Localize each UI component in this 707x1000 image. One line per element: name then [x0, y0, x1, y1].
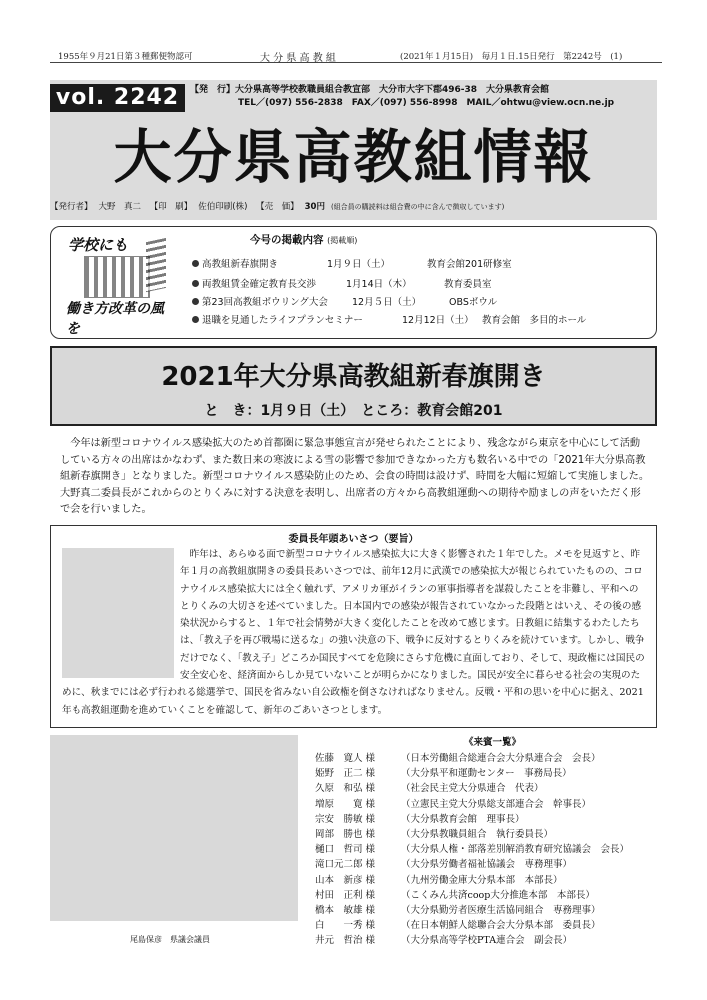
contents-item-date: 12月12日（土）: [402, 315, 474, 326]
guest-list: [315, 751, 655, 948]
guest-organization: （在日本朝鮮人総聯合会大分県本部 委員長）: [401, 920, 601, 932]
contents-title: [250, 232, 500, 247]
price-note: (組合員の購読料は組合費の中に含んで徴収しています): [330, 203, 505, 211]
guest-organization: （こくみん共済coop大分推進本部 本部長）: [401, 889, 595, 901]
contents-item-place: 教育会館201研修室: [427, 259, 512, 270]
contents-item: [192, 294, 498, 308]
bullet-icon: [192, 280, 199, 287]
guest-name: 宗安 勝敏 様: [315, 813, 376, 825]
newsletter-title: 大分県高教組情報: [113, 123, 594, 191]
bullet-icon: [192, 298, 199, 305]
org-short-name: 大 分 県 高 教 組: [260, 53, 336, 64]
guest-row: [315, 873, 655, 888]
contents-item: [192, 276, 492, 290]
issue-info: (2021年１月15日) 毎月１日.15日発行 第2242号 (1): [400, 52, 623, 62]
guest-name: 白 一秀 様: [315, 920, 376, 932]
guest-row: [315, 918, 655, 933]
contents-item-title: 退職を見通したライフプランセミナー: [202, 315, 363, 326]
guest-organization: （大分県人権・部落差別解消教育研究協議会 会長）: [401, 844, 630, 856]
guest-organization: （立憲民主党大分県総支部連合会 幹事長）: [401, 798, 592, 810]
headline-subtitle: と き：1月９日（土） ところ：教育会館201: [204, 403, 503, 419]
contents-item: [192, 312, 587, 326]
guest-organization: （大分県労働者福祉協議会 専務理事）: [401, 859, 573, 871]
printer-name: 佐伯印刷(株): [198, 202, 248, 212]
contents-item-date: 12月５日（土）: [352, 297, 422, 308]
printer-label: 【印 刷】: [149, 202, 193, 212]
headline-title: 2021年大分県高教組新春旗開き: [161, 362, 546, 392]
guest-organization: （社会民主党大分県連合 代表）: [401, 783, 544, 795]
guest-organization: （大分県教育会館 理事長）: [401, 813, 525, 825]
guest-organization: （九州労働金庫大分県本部 本部長）: [401, 874, 563, 886]
guest-row: [315, 888, 655, 903]
slogan-illustration: [62, 232, 177, 337]
contents-item-place: OBSボウル: [449, 297, 498, 308]
guest-row: [315, 751, 655, 766]
contents-item-title: 第23回高教組ボウリング大会: [202, 297, 328, 308]
guest-row: [315, 781, 655, 796]
guest-name: 久原 和弘 様: [315, 783, 376, 795]
guest-name: 滝口元二郎 様: [315, 859, 376, 871]
slogan-top: 学校にも: [68, 236, 129, 254]
greeting-body: 昨年は、あらゆる面で新型コロナウイルス感染拡大に大きく影響された１年でした。メモを見返すと、昨年１月の高教組旗開きの委員長あいさつでは、前年12月に武漢での感染拡大が報じられていたものの、コロナウイルス感染拡大には全く触れず、アメリカ軍がイランの軍事指導者を謀殺したことを非難し、平和へのとりくみの大切さを述べていました。日本国内での感染が報告されていなかった段階とはいえ、その後の感染状況からすると、１年で社会情勢が大きく変化したことを改めて感じます。日教組に結集するわたしたちは、「教え子を再び戦場に送るな」の強い決意の下、戦争に反対するとりくみを続けています。しかし、戦争だけでなく、「教え子」どころか国民すべてを危険にさらす危機に直面しており、そして、現政権には国民の安全安心を、経済面からしか見ていないことが明らかになりました。国民が安全に暮らせる社会の実現のために、秋までには必ず行われる総選挙で、国民を省みない自公政権を倒さなければなりません。反戦・平和の思いを中心に据え、2021年も高教組運動を進めていくことを確認して、新年のごあいさつとします。: [62, 549, 645, 716]
contents-item-date: 1月９日（土）: [327, 259, 391, 270]
guest-name: 佐藤 寛人 様: [315, 753, 376, 764]
bullet-icon: [192, 316, 199, 323]
contents-item-place: 教育会館 多目的ホール: [482, 315, 587, 326]
flag-icon: [146, 238, 166, 292]
guest-name: 井元 哲治 様: [315, 935, 376, 947]
guest-organization: （大分県高等学校PTA連合会 副会長）: [401, 935, 573, 947]
guest-organization: （大分県勤労者医療生活協同組合 専務理事）: [401, 904, 601, 916]
guest-row: [315, 933, 655, 948]
guest-row: [315, 797, 655, 812]
guest-row: [315, 766, 655, 781]
intro-paragraph: 今年は新型コロナウイルス感染拡大のため首都圏に緊急事態宣言が発せられたことにより、残念ながら東京を中心にして活動している方々の出席はかなわず、また数日来の寒波による雪の影響で参加できなかった方も数名いる中での「2021年大分県高教組新春旗開き」となりました。新型コロナウイルス感染防止のため、会食の時間は設けず、時間を大幅に短縮して実施しました。大野真二委員長がこれからのとりくみに対する決意を表明し、出席者の方々から高教組運動への期待や励ましの声をいただく形で会を行いました。: [60, 438, 650, 515]
guest-name: 橋本 敏雄 様: [315, 904, 376, 916]
masthead-top-line: [50, 48, 662, 63]
volume-number: vol. 2242: [50, 84, 185, 112]
guest-row: [315, 857, 655, 872]
event-photo-placeholder: [50, 735, 298, 921]
greeting-title: 委員長年頭あいさつ（要旨）: [288, 534, 419, 545]
guest-organization: （大分県平和運動センター 事務局長）: [401, 768, 572, 780]
guest-row: [315, 812, 655, 827]
contents-item-title: 両教組賃金確定教育長交渉: [202, 279, 317, 290]
issuer-name: 大野 真二: [98, 202, 142, 212]
contents-title-text: 今号の掲載内容: [250, 234, 324, 246]
issuer-row: [50, 199, 657, 215]
bullet-icon: [192, 260, 199, 267]
photo-caption: 尾島保彦 県議会議員: [130, 935, 210, 944]
contents-item-title: 高教組新春旗開き: [202, 259, 279, 270]
contents-title-note: (掲載順): [327, 236, 358, 245]
price: 30円: [304, 202, 325, 212]
guest-name: 岡部 勝也 様: [315, 828, 376, 840]
guest-organization: （日本労働組合総連合会大分県連合会 会長）: [401, 753, 601, 764]
guest-name: 増原 寛 様: [315, 798, 376, 810]
postal-permit: 1955年９月21日第３種郵便物認可: [58, 52, 193, 62]
contents-item-place: 教育委員室: [444, 279, 492, 290]
contents-item-date: 1月14日（木）: [346, 279, 412, 290]
contents-item: [192, 256, 512, 270]
guest-row: [315, 903, 655, 918]
guest-name: 樋口 哲司 様: [315, 844, 376, 856]
guest-row: [315, 842, 655, 857]
guest-name: 山本 新彦 様: [315, 874, 376, 886]
guest-name: 姫野 正二 様: [315, 768, 376, 780]
publisher-info: [190, 84, 650, 110]
slogan-bottom: 働き方改革の風を: [66, 301, 164, 337]
guest-name: 村田 正利 様: [315, 889, 376, 901]
contact-line: TEL／(097) 556-2838 FAX／(097) 556-8998 MAIL／ohtwu@view.ocn.ne.jp: [238, 98, 615, 108]
greeting-text: [62, 546, 647, 719]
guest-list-title: 《来賓一覧》: [464, 737, 522, 748]
publisher-line: 【発 行】大分県高等学校教職員組合教宣部 大分市大字下郡496-38 大分県教育会館: [190, 85, 550, 95]
guest-row: [315, 827, 655, 842]
guest-organization: （大分県教職員組合 執行委員長）: [401, 828, 554, 840]
school-building-icon: [84, 256, 150, 298]
issuer-label: 【発行者】: [50, 202, 93, 212]
price-label: 【売 価】: [256, 202, 299, 212]
